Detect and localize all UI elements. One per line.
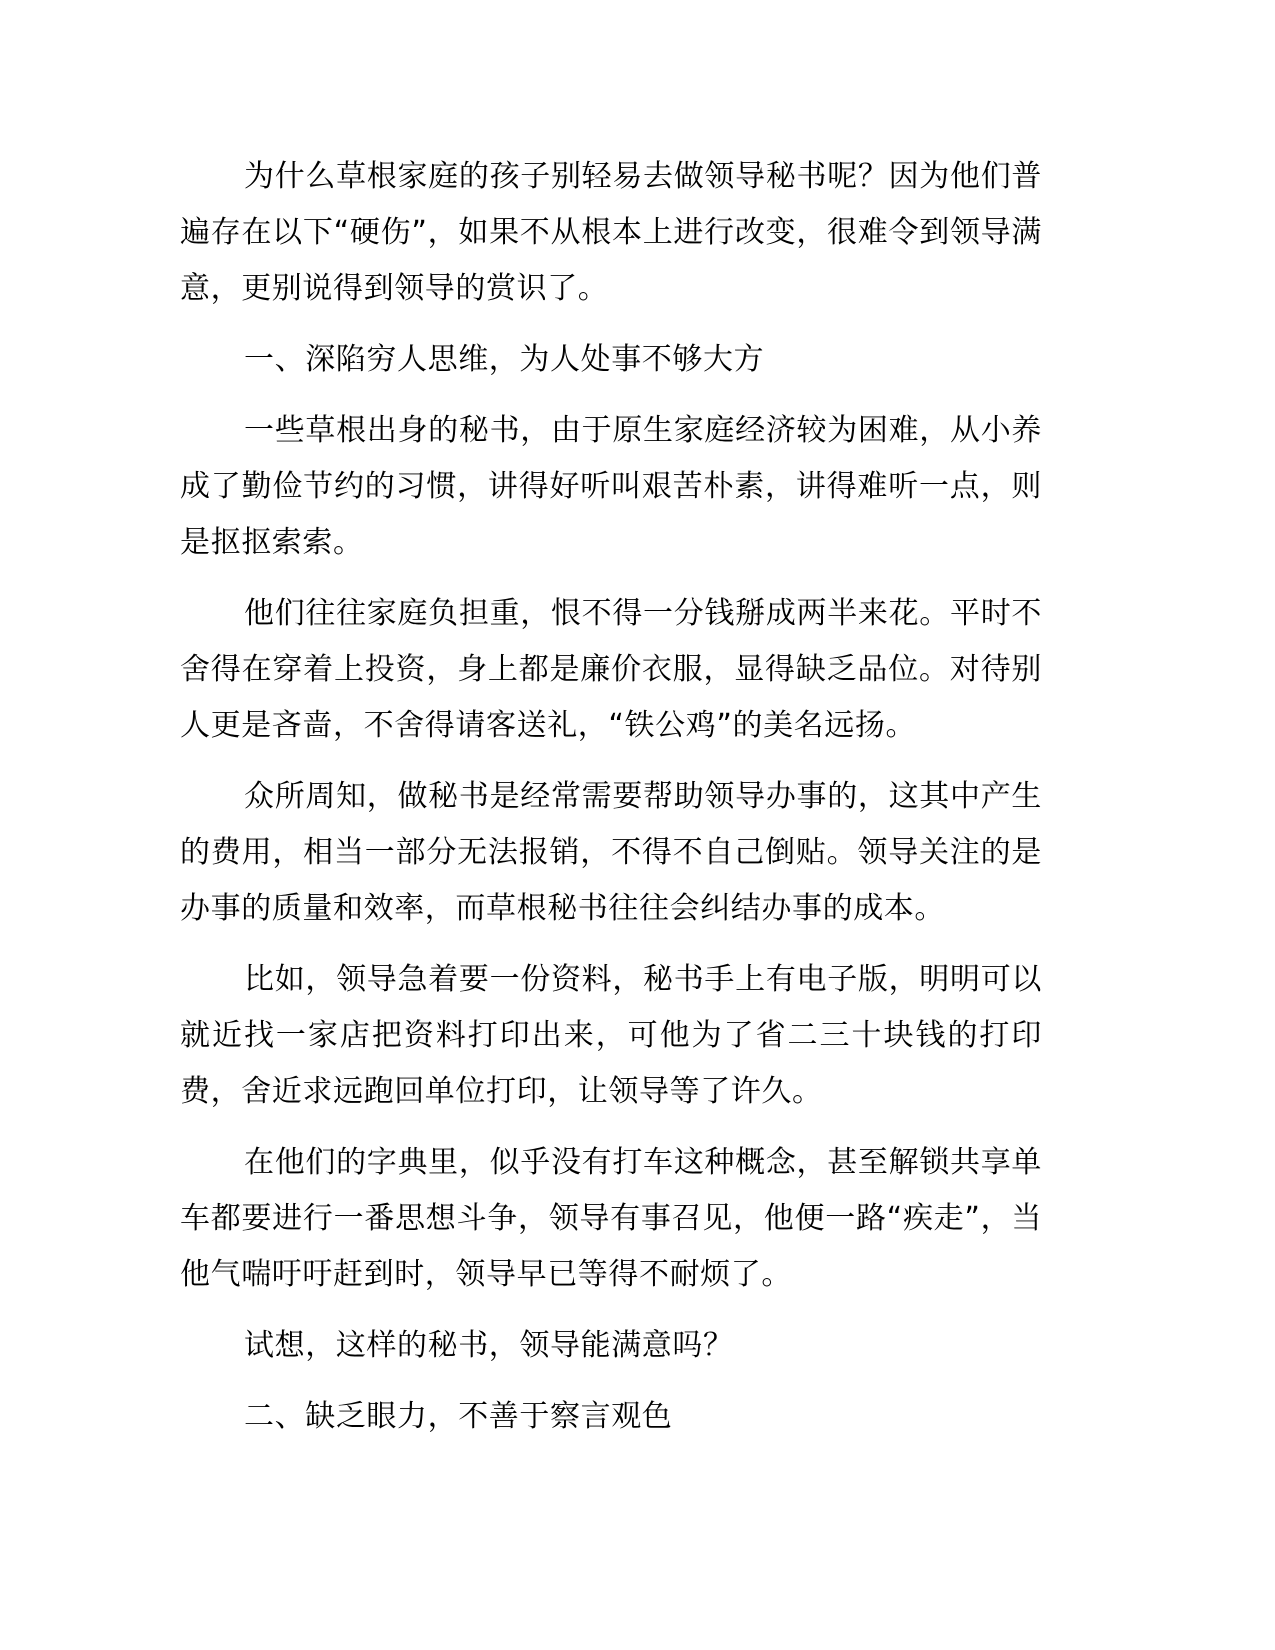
body-paragraph: 一些草根出身的秘书，由于原生家庭经济较为困难，从小养成了勤俭节约的习惯，讲得好听叫艰苦朴素，讲得难听一点，则是抠抠索索。 bbox=[180, 413, 1042, 560]
document-body bbox=[180, 149, 1042, 1460]
body-paragraph: 试想，这样的秘书，领导能满意吗？ bbox=[244, 1328, 734, 1363]
body-paragraph: 比如，领导急着要一份资料，秘书手上有电子版，明明可以就近找一家店把资料打印出来，可他为了省二三十块钱的打印费，舍近求远跑回单位打印，让领导等了许久。 bbox=[180, 962, 1042, 1109]
intro-paragraph: 为什么草根家庭的孩子别轻易去做领导秘书呢？因为他们普遍存在以下“硬伤”，如果不从根本上进行改变，很难令到领导满意，更别说得到领导的赏识了。 bbox=[180, 159, 1042, 306]
body-paragraph: 他们往往家庭负担重，恨不得一分钱掰成两半来花。平时不舍得在穿着上投资，身上都是廉价衣服，显得缺乏品位。对待别人更是吝啬，不舍得请客送礼，“铁公鸡”的美名远扬。 bbox=[180, 596, 1042, 743]
section-heading-1: 一、深陷穷人思维，为人处事不够大方 bbox=[244, 342, 765, 377]
section-heading-2: 二、缺乏眼力，不善于察言观色 bbox=[244, 1399, 673, 1434]
body-paragraph: 众所周知，做秘书是经常需要帮助领导办事的，这其中产生的费用，相当一部分无法报销，不得不自己倒贴。领导关注的是办事的质量和效率，而草根秘书往往会纠结办事的成本。 bbox=[180, 779, 1042, 926]
body-paragraph: 在他们的字典里，似乎没有打车这种概念，甚至解锁共享单车都要进行一番思想斗争，领导有事召见，他便一路“疾走”，当他气喘吁吁赶到时，领导早已等得不耐烦了。 bbox=[180, 1145, 1042, 1292]
